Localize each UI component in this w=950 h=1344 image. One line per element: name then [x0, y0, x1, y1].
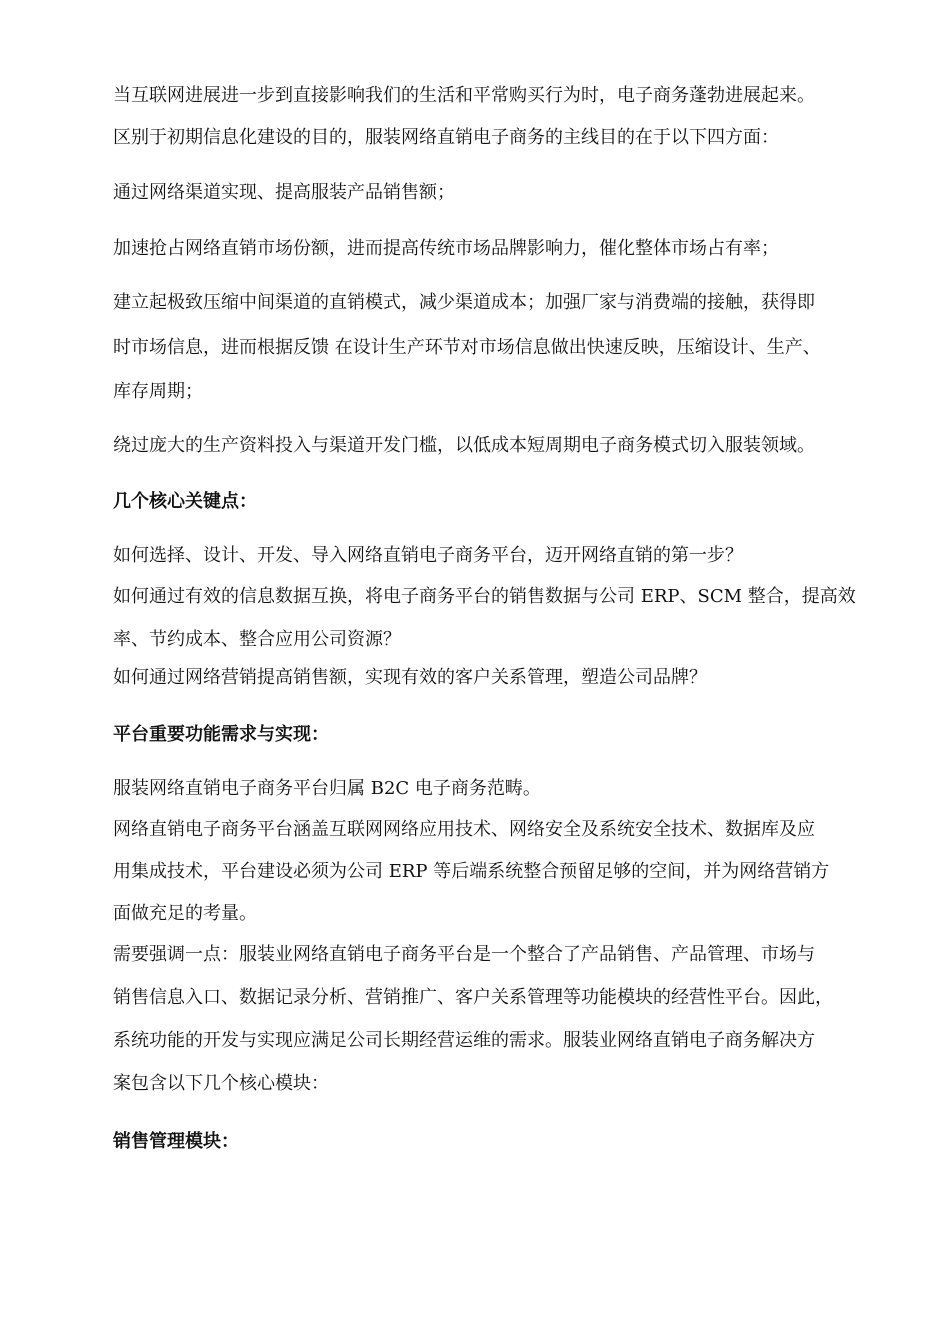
platform-line-1: 服装网络直销电子商务平台归属 B2C 电子商务范畴。: [113, 778, 541, 799]
key-points-heading: 几个核心关键点：: [113, 491, 257, 512]
platform-line-8: 案包含以下几个核心模块：: [113, 1073, 329, 1094]
goal-item-4: 绕过庞大的生产资料投入与渠道开发门槛，以低成本短周期电子商务模式切入服装领域。: [113, 435, 815, 456]
goal-item-3-line-1: 建立起极致压缩中间渠道的直销模式，减少渠道成本；加强厂家与消费端的接触，获得即: [113, 292, 815, 313]
key-point-1: 如何选择、设计、开发、导入网络直销电子商务平台，迈开网络直销的第一步？: [113, 545, 743, 566]
goal-item-3-line-3: 库存周期；: [113, 381, 203, 402]
intro-line-1: 当互联网进展进一步到直接影响我们的生活和平常购买行为时，电子商务蓬勃进展起来。: [113, 85, 815, 106]
goal-item-1: 通过网络渠道实现、提高服装产品销售额；: [113, 182, 455, 203]
key-point-2-line-1: 如何通过有效的信息数据互换，将电子商务平台的销售数据与公司 ERP、SCM 整合，提高效: [113, 586, 856, 607]
sales-module-heading: 销售管理模块：: [113, 1131, 239, 1152]
platform-line-6: 销售信息入口、数据记录分析、营销推广、客户关系管理等功能模块的经营性平台。因此，: [113, 987, 833, 1008]
goal-item-2: 加速抢占网络直销市场份额，进而提高传统市场品牌影响力，催化整体市场占有率；: [113, 238, 779, 259]
platform-line-3: 用集成技术，平台建设必须为公司 ERP 等后端系统整合预留足够的空间，并为网络营销方: [113, 861, 830, 882]
platform-line-5: 需要强调一点：服装业网络直销电子商务平台是一个整合了产品销售、产品管理、市场与: [113, 944, 815, 965]
goal-item-3-line-2: 时市场信息，进而根据反馈 在设计生产环节对市场信息做出快速反映，压缩设计、生产、: [113, 337, 821, 358]
platform-line-4: 面做充足的考量。: [113, 903, 257, 924]
platform-line-7: 系统功能的开发与实现应满足公司长期经营运维的需求。服装业网络直销电子商务解决方: [113, 1030, 815, 1051]
intro-line-2: 区别于初期信息化建设的目的，服装网络直销电子商务的主线目的在于以下四方面：: [113, 127, 779, 148]
key-point-3: 如何通过网络营销提高销售额，实现有效的客户关系管理，塑造公司品牌？: [113, 667, 707, 688]
key-point-2-line-2: 率、节约成本、整合应用公司资源？: [113, 629, 401, 650]
platform-heading: 平台重要功能需求与实现：: [113, 724, 329, 745]
platform-line-2: 网络直销电子商务平台涵盖互联网网络应用技术、网络安全及系统安全技术、数据库及应: [113, 819, 815, 840]
